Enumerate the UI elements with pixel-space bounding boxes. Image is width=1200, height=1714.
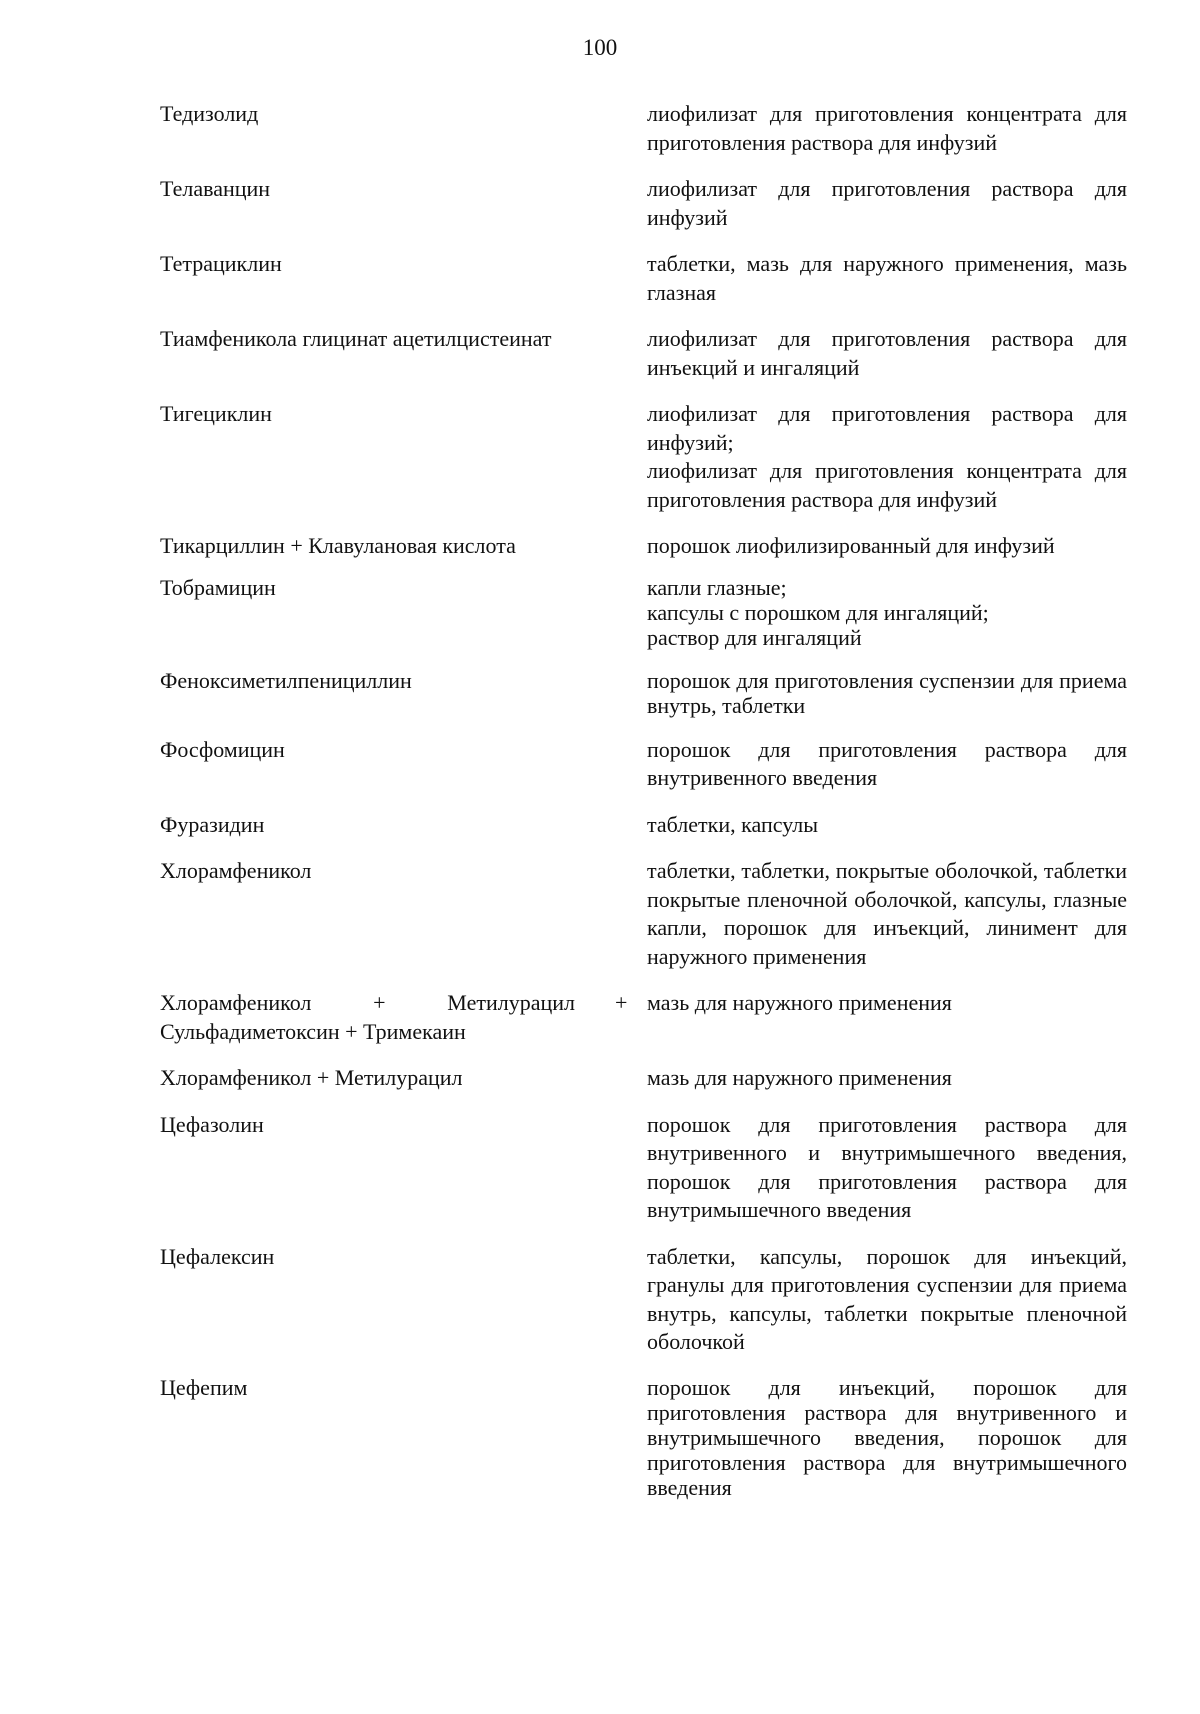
list-item [160,668,1130,718]
dosage-form: лиофилизат для приготовления раствора для инфузий; [647,401,1127,455]
dosage-forms [647,175,1127,232]
drug-name: Цефалексин [160,1243,275,1269]
dosage-form: мазь для наружного применения [647,990,952,1015]
dosage-forms [647,1064,1127,1093]
dosage-form: порошок для приготовления раствора для внутривенного введения [647,736,1127,790]
dosage-form: таблетки, таблетки, покрытые оболочкой, таблетки покрытые пленочной оболочкой, капсулы, глазные капли, порошок для инъекций, линимент для наружного применения [647,858,1127,969]
dosage-forms [647,668,1127,718]
list-item [160,325,1130,382]
dosage-forms [647,736,1127,793]
list-item [160,736,1130,793]
page-number: 100 [582,35,618,60]
list-item [160,1375,1130,1500]
drug-list [160,100,1130,1500]
dosage-form: лиофилизат для приготовления раствора для инъекций и ингаляций [647,326,1127,380]
dosage-forms [647,1111,1127,1225]
dosage-form: таблетки, капсулы [647,811,818,837]
list-item [160,175,1130,232]
dosage-form: лиофилизат для приготовления раствора для инфузий [647,176,1127,230]
drug-name: Фуразидин [160,811,265,837]
list-item [160,811,1130,840]
drug-name: Телаванцин [160,176,271,201]
list-item [160,1064,1130,1093]
drug-name: Тедизолид [160,101,259,126]
list-item [160,989,1130,1046]
list-item [160,250,1130,307]
list-item [160,532,1130,561]
dosage-form: порошок для приготовления раствора для внутривенного и внутримышечного введения, порошок для приготовления раствора для внутримышечного введения [647,1111,1127,1222]
dosage-forms [647,250,1127,307]
drug-name: Феноксиметилпенициллин [160,667,412,693]
drug-name: Хлорамфеникол + Метилурацил [160,1065,463,1090]
drug-name: Фосфомицин [160,736,285,762]
list-item [160,400,1130,514]
drug-name: Тетрациклин [160,251,282,276]
dosage-forms [647,857,1127,971]
drug-name-line: Сульфадиметоксин + Тримекаин [160,1018,466,1044]
list-item [160,857,1130,971]
dosage-form: раствор для ингаляций [647,624,862,650]
drug-name: Тикарциллин + Клавулановая кислота [160,533,516,558]
dosage-form: порошок для приготовления суспензии для приема внутрь, таблетки [647,667,1127,718]
dosage-form: лиофилизат для приготовления концентрата для приготовления раствора для инфузий [647,458,1127,512]
list-item [160,1111,1130,1225]
dosage-form: таблетки, мазь для наружного применения, мазь глазная [647,251,1127,305]
drug-name: Тигециклин [160,401,272,426]
drug-name-line: Хлорамфеникол + Метилурацил [160,990,575,1015]
dosage-forms [647,1243,1127,1357]
drug-name [160,989,575,1046]
drug-name: Цефепим [160,1374,248,1400]
dosage-form: капсулы с порошком для ингаляций; [647,599,989,625]
dosage-forms [647,989,1127,1046]
list-item [160,100,1130,157]
dosage-form: порошок для инъекций, порошок для приготовления раствора для внутривенного и внутримышечного введения, порошок для приготовления раствора для внутримышечного введения [647,1374,1127,1500]
name-plus-sign: + [615,990,628,1015]
dosage-forms [647,532,1127,561]
drug-name: Цефазолин [160,1111,264,1137]
dosage-form: таблетки, капсулы, порошок для инъекций, гранулы для приготовления суспензии для приема внутрь, капсулы, таблетки покрытые пленочной оболочкой [647,1243,1127,1354]
drug-name: Тиамфеникола глицинат ацетилцистеинат [160,326,552,351]
dosage-form: капли глазные; [647,574,787,600]
dosage-forms [647,1375,1127,1500]
drug-name: Хлорамфеникол [160,858,312,883]
dosage-forms [647,575,1127,650]
dosage-forms [647,100,1127,157]
drug-name: Тобрамицин [160,574,276,600]
dosage-form: лиофилизат для приготовления концентрата для приготовления раствора для инфузий [647,101,1127,155]
dosage-forms [647,400,1127,514]
dosage-form: мазь для наружного применения [647,1065,952,1090]
dosage-forms [647,811,1127,840]
dosage-forms [647,325,1127,382]
list-item [160,1243,1130,1357]
list-item [160,575,1130,650]
dosage-form: порошок лиофилизированный для инфузий [647,533,1055,558]
